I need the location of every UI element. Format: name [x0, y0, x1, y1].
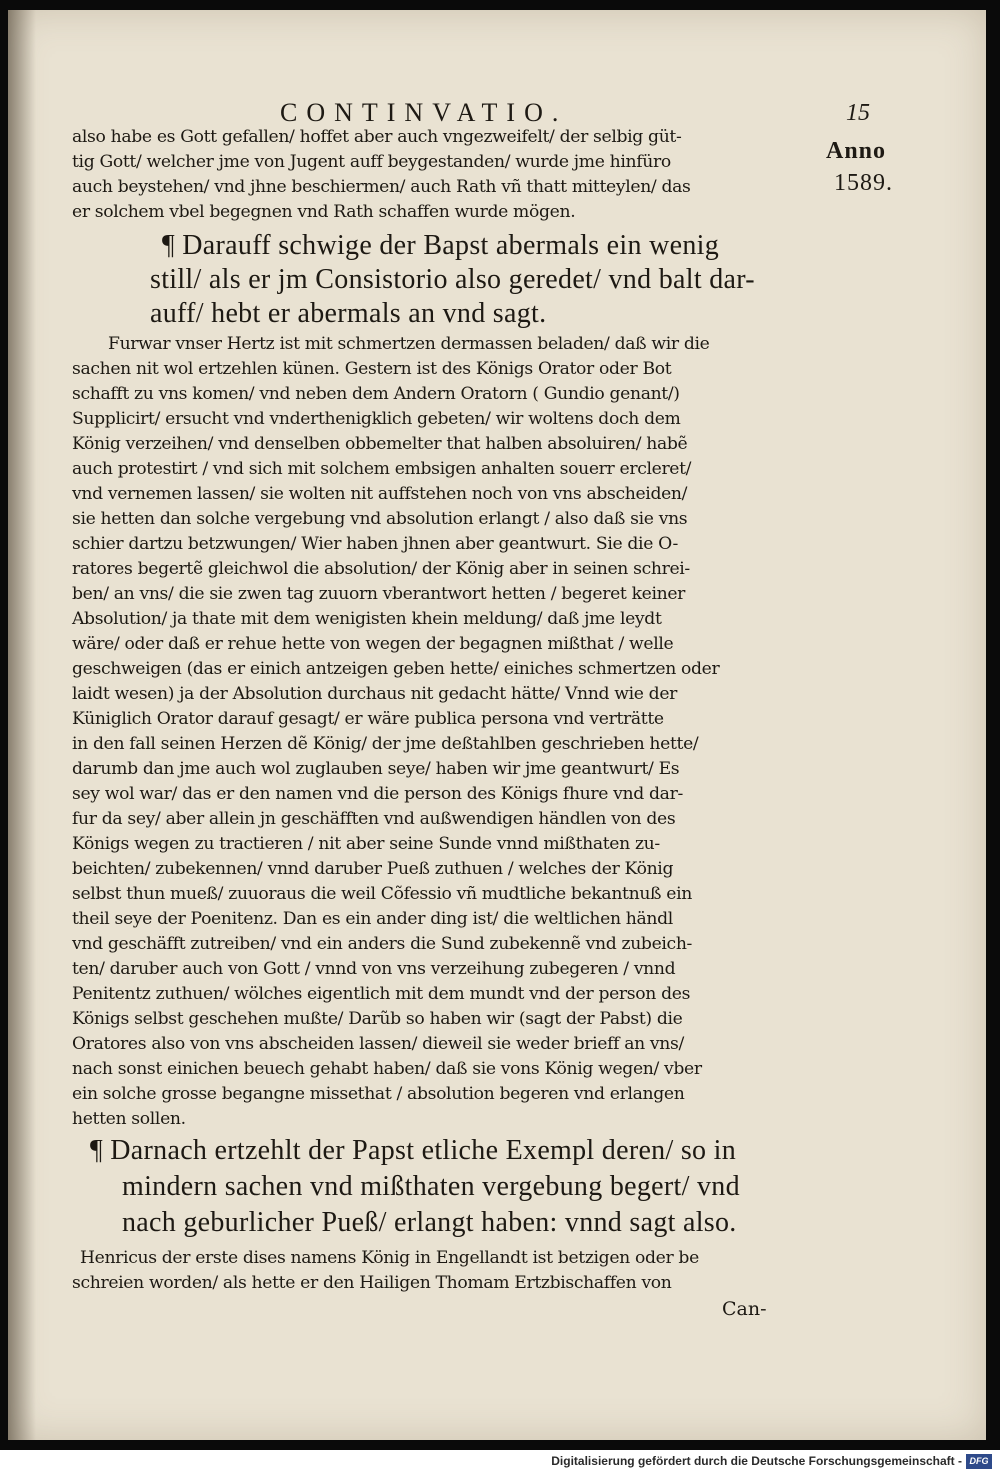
text-line: er solchem vbel begegnen vnd Rath schaffen wurde mögen. — [72, 202, 576, 222]
section-heading-line: still/ als er jm Consistorio also geredet/ vnd balt dar- — [150, 264, 755, 295]
text-line: tig Gott/ welcher jme von Jugent auff beygestanden/ wurde jme hinfüro — [72, 152, 671, 172]
footer-bar — [0, 1450, 1000, 1474]
text-line: sey wol war/ das er den namen vnd die person des Königs fhure vnd dar- — [72, 784, 683, 804]
text-line: ein solche grosse begangne missethat / absolution begeren vnd erlangen — [72, 1084, 685, 1104]
section-heading-line: ¶ Darnach ertzehlt der Papst etliche Exempl deren/ so in — [90, 1135, 737, 1166]
text-line: ben/ an vns/ die sie zwen tag zuuorn vberantwort hetten / begeret keiner — [72, 584, 686, 604]
text-line: Henricus der erste dises namens König in Engellandt ist betzigen oder be — [80, 1248, 699, 1268]
page-number: 15 — [846, 100, 870, 126]
text-line: Königs wegen zu tractieren / nit aber seine Sunde vnnd mißthaten zu- — [72, 834, 660, 854]
text-line: auch beystehen/ vnd jhne beschiermen/ auch Rath vñ thatt mitteylen/ das — [72, 177, 691, 197]
text-line: fur da sey/ aber allein jn geschäfften vnd außwendigen händlen von des — [72, 809, 676, 829]
text-line: theil seye der Poenitenz. Dan es ein ander ding ist/ die weltlichen händl — [72, 909, 673, 929]
text-line: Absolution/ ja thate mit dem wenigisten khein meldung/ daß jme leydt — [72, 609, 662, 629]
text-line: geschweigen (das er einich antzeigen geben hette/ einiches schmertzen oder — [72, 659, 720, 679]
section-heading-line: auff/ hebt er abermals an vnd sagt. — [150, 298, 547, 329]
text-line: Penitentz zuthuen/ wölches eigentlich mit dem mundt vnd der person des — [72, 984, 691, 1004]
text-line: beichten/ zubekennen/ vnnd daruber Pueß zuthuen / welches der König — [72, 859, 674, 879]
text-line: sachen nit wol ertzehlen künen. Gestern ist des Königs Orator oder Bot — [72, 359, 672, 379]
text-line: sie hetten dan solche vergebung vnd absolution erlangt / also daß sie vns — [72, 509, 688, 529]
catchword: Can- — [722, 1298, 767, 1320]
text-line: auch protestirt / vnd sich mit solchem embsigen anhalten souerr ercleret/ — [72, 459, 692, 479]
text-line: schafft zu vns komen/ vnd neben dem Andern Oratorn ( Gundio genant/) — [72, 384, 680, 404]
text-line: ten/ daruber auch von Gott / vnnd von vns verzeihung zubegeren / vnnd — [72, 959, 676, 979]
text-line: vnd geschäfft zutreiben/ vnd ein anders die Sund zubekennẽ vnd zubeich- — [72, 934, 692, 954]
text-line: laidt wesen) ja der Absolution durchaus nit gedacht hätte/ Vnnd wie der — [72, 684, 678, 704]
text-line: hetten sollen. — [72, 1109, 186, 1129]
text-line: Königs selbst geschehen mußte/ Darũb so haben wir (sagt der Pabst) die — [72, 1009, 683, 1029]
running-head: CONTINVATIO. — [280, 98, 568, 127]
text-line: König verzeihen/ vnd denselben obbemelter that halben absoluiren/ habẽ — [72, 434, 688, 454]
section-heading-line: nach geburlicher Pueß/ erlangt haben: vnnd sagt also. — [122, 1207, 737, 1238]
text-line: schier dartzu betzwungen/ Wier haben jhnen aber geantwurt. Sie die O- — [72, 534, 678, 554]
text-line: Furwar vnser Hertz ist mit schmertzen dermassen beladen/ daß wir die — [108, 334, 710, 354]
text-line: vnd vernemen lassen/ sie wolten nit auffstehen noch von vns abscheiden/ — [72, 484, 688, 504]
text-line: Supplicirt/ ersucht vnd vnderthenigklich gebeten/ wir woltens doch dem — [72, 409, 681, 429]
text-line: darumb dan jme auch wol zuglauben seye/ haben wir jme geantwurt/ Es — [72, 759, 680, 779]
gutter-shadow — [8, 10, 36, 1440]
text-line: wäre/ oder daß er rehue hette von wegen der begagnen mißthat / welle — [72, 634, 674, 654]
margin-note-year: 1589. — [834, 170, 893, 196]
section-heading-line: ¶ Darauff schwige der Bapst abermals ein wenig — [162, 230, 720, 261]
text-line: also habe es Gott gefallen/ hoffet aber auch vngezweifelt/ der selbig güt- — [72, 127, 682, 147]
text-line: in den fall seinen Herzen dẽ König/ der jme deßtahlben geschrieben hette/ — [72, 734, 699, 754]
text-line: ratores begertẽ gleichwol die absolution/ der König aber in seinen schrei- — [72, 559, 690, 579]
section-heading-line: mindern sachen vnd mißthaten vergebung begert/ vnd — [122, 1171, 740, 1202]
dfg-logo: DFG — [966, 1454, 992, 1469]
text-line: Oratores also von vns abscheiden lassen/ dieweil sie weder brieff an vns/ — [72, 1034, 684, 1054]
text-line: schreien worden/ als hette er den Hailigen Thomam Ertzbischaffen von — [72, 1273, 672, 1293]
funding-credit: Digitalisierung gefördert durch die Deutsche Forschungsgemeinschaft - — [551, 1454, 962, 1468]
text-line: Küniglich Orator darauf gesagt/ er wäre publica persona vnd verträtte — [72, 709, 664, 729]
text-line: nach sonst einichen beuech gehabt haben/ daß sie vons König wegen/ vber — [72, 1059, 702, 1079]
text-line: selbst thun mueß/ zuuoraus die weil Cõfessio vñ mudtliche bekantnuß ein — [72, 884, 692, 904]
margin-note-anno: Anno — [826, 138, 887, 164]
book-page — [8, 10, 986, 1440]
